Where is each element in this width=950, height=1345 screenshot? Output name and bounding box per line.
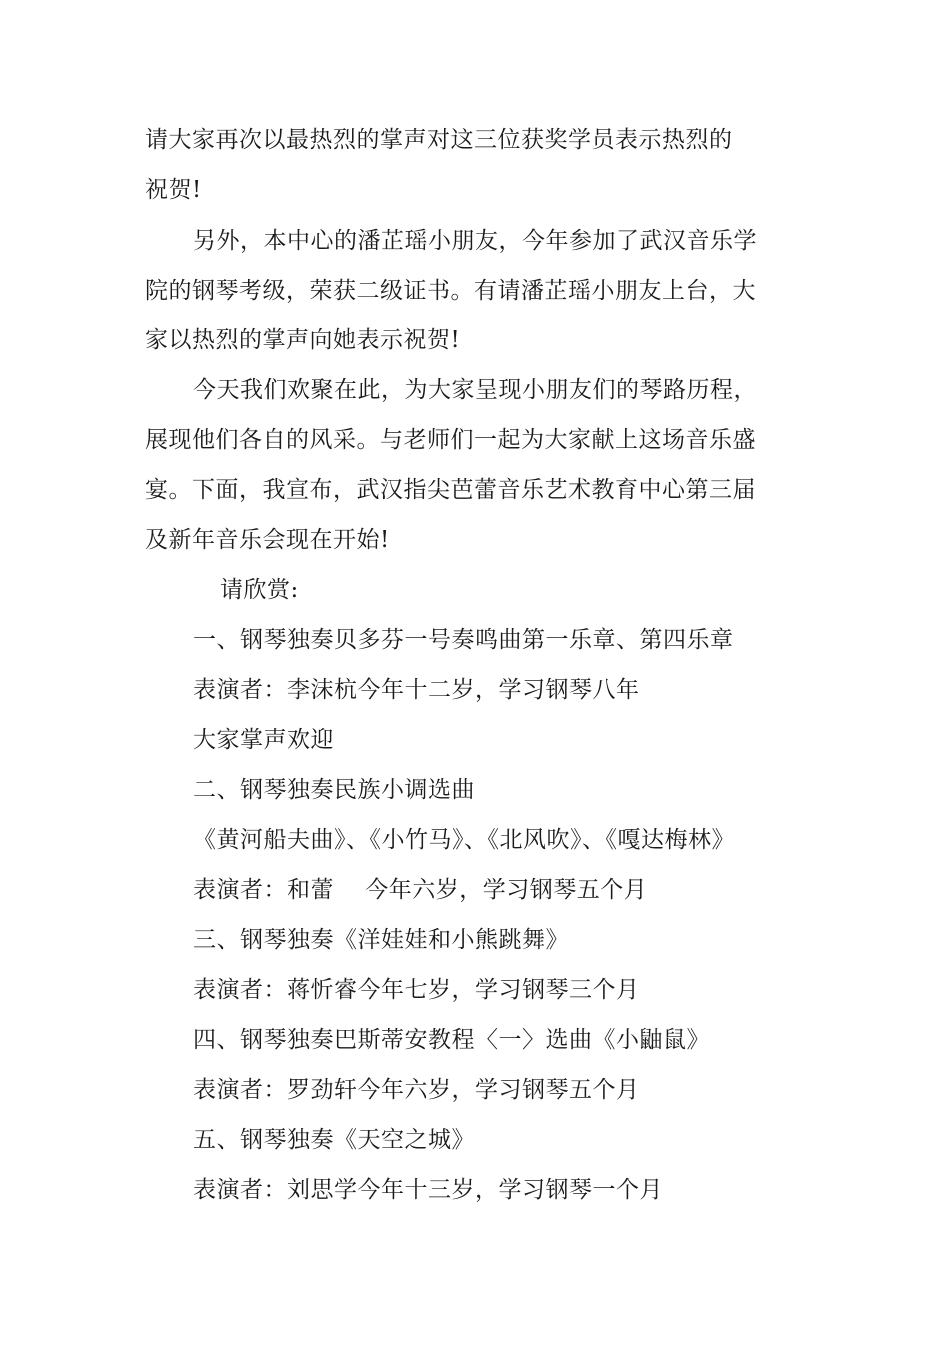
program-intro: 请欣赏: (220, 577, 299, 603)
program-item-pieces: 《黄河船夫曲》、《小竹马》、《北风吹》、《嘎达梅林》 (193, 827, 735, 853)
program-item-title: 一、钢琴独奏贝多芬一号奏鸣曲第一乐章、第四乐章 (193, 627, 734, 653)
paragraph-line: 另外，本中心的潘芷瑶小朋友，今年参加了武汉音乐学 (193, 228, 757, 254)
paragraph-line: 请大家再次以最热烈的掌声对这三位获奖学员表示热烈的 (145, 127, 733, 153)
program-item-title: 三、钢琴独奏《洋娃娃和小熊跳舞》 (193, 927, 569, 953)
paragraph-line: 今天我们欢聚在此，为大家呈现小朋友们的琴路历程， (193, 377, 757, 403)
program-item-performer: 表演者：和蕾 今年六岁，学习钢琴五个月 (193, 877, 648, 903)
paragraph-line: 家以热烈的掌声向她表示祝贺! (145, 327, 461, 353)
program-item-note: 大家掌声欢迎 (193, 727, 334, 753)
program-item-performer: 表演者：李沫杭今年十二岁，学习钢琴八年 (193, 677, 640, 703)
program-item-performer: 表演者：罗劲轩今年六岁，学习钢琴五个月 (193, 1077, 640, 1103)
paragraph-line: 展现他们各自的风采。与老师们一起为大家献上这场音乐盛 (145, 427, 756, 453)
paragraph-line: 祝贺! (145, 177, 202, 203)
program-item-title: 二、钢琴独奏民族小调选曲 (193, 777, 475, 803)
paragraph-line: 宴。下面，我宣布，武汉指尖芭蕾音乐艺术教育中心第三届 (145, 477, 756, 503)
program-item-title: 五、钢琴独奏《天空之城》 (193, 1127, 475, 1153)
program-item-title: 四、钢琴独奏巴斯蒂安教程〈一〉选曲《小鼬鼠》 (193, 1027, 710, 1053)
program-item-performer: 表演者：刘思学今年十三岁，学习钢琴一个月 (193, 1177, 663, 1203)
program-item-performer: 表演者：蒋忻睿今年七岁，学习钢琴三个月 (193, 977, 640, 1003)
paragraph-line: 及新年音乐会现在开始! (145, 527, 390, 553)
paragraph-line: 院的钢琴考级，荣获二级证书。有请潘芷瑶小朋友上台，大 (145, 278, 756, 304)
